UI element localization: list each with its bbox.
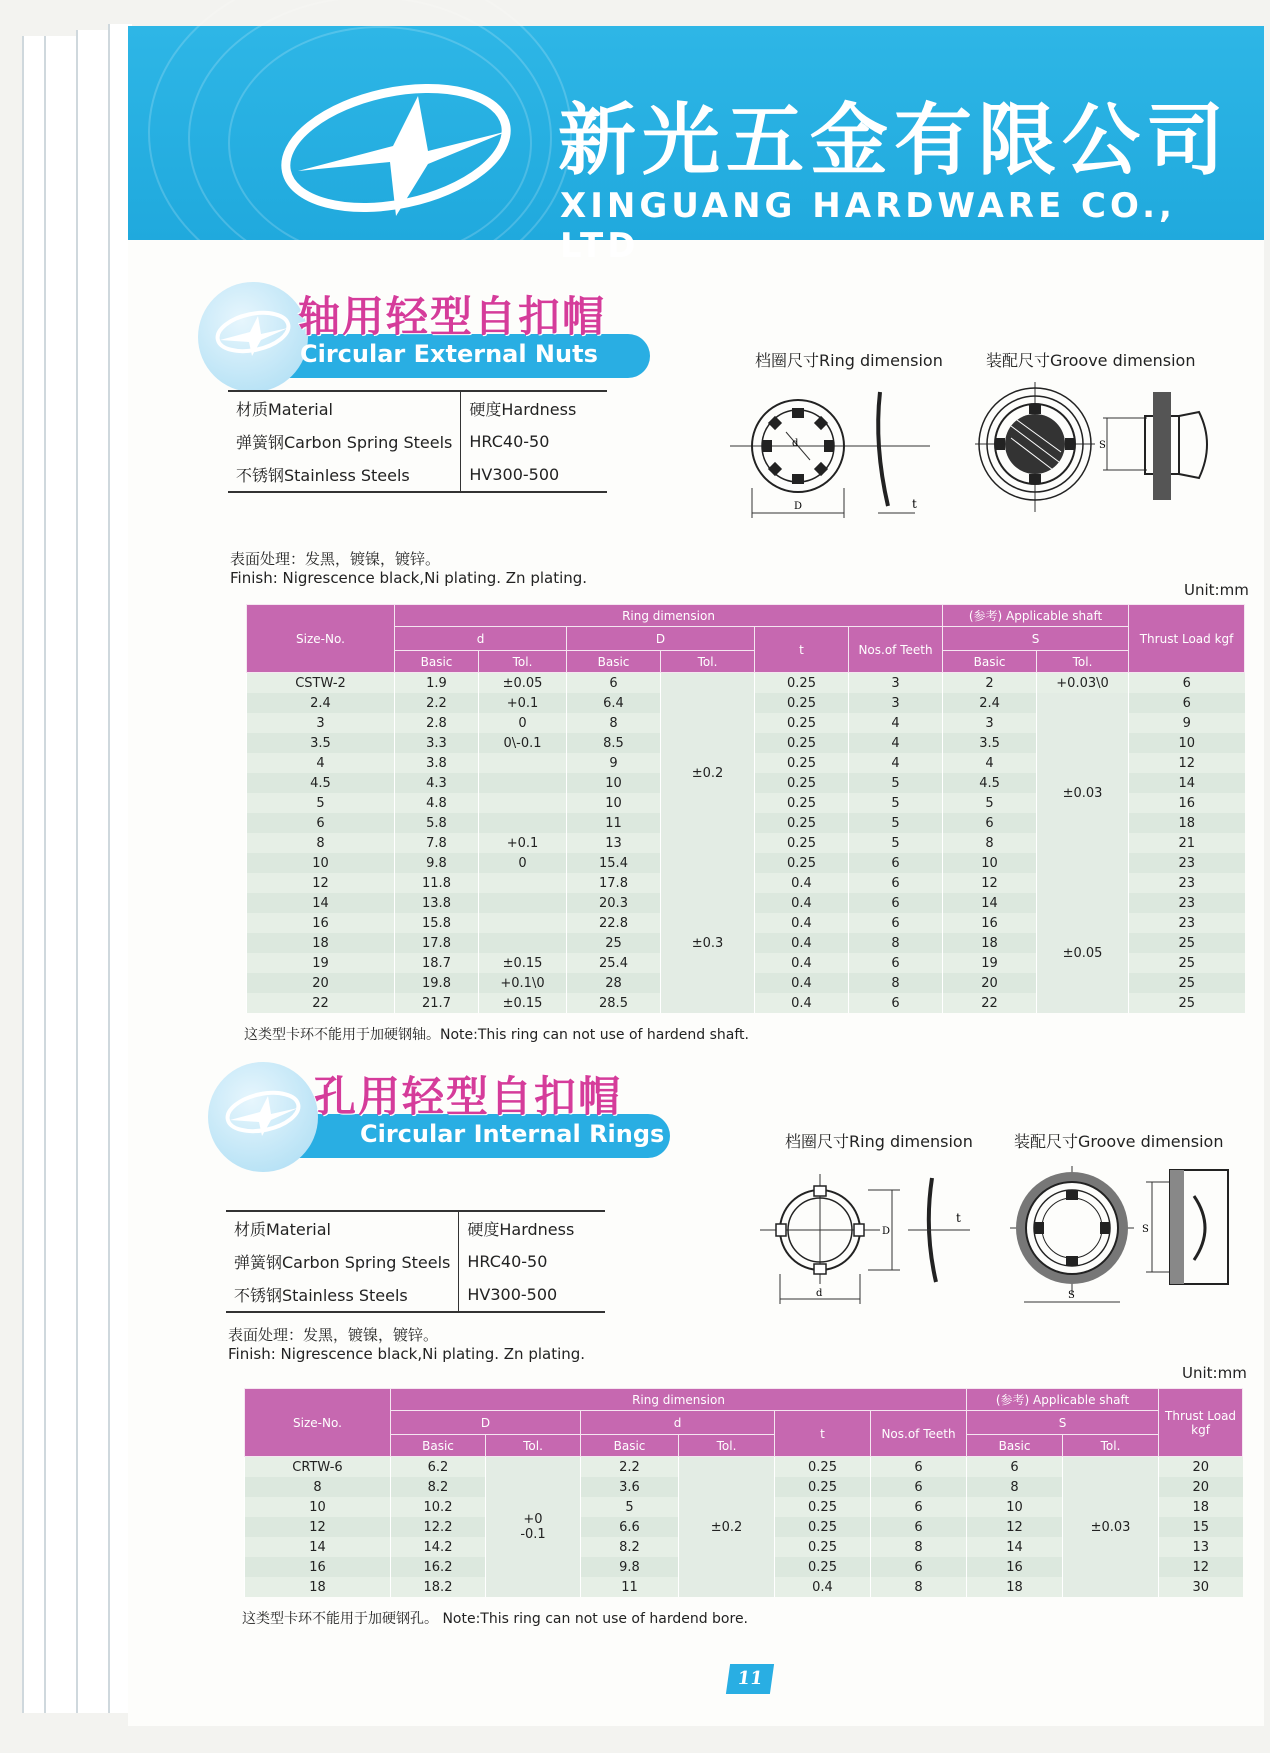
D-basic-cell: 20.3 bbox=[567, 893, 661, 913]
header-size: Size-No. bbox=[245, 1389, 391, 1457]
D-basic-cell: 28.5 bbox=[567, 993, 661, 1013]
size-cell: CSTW-2 bbox=[247, 673, 395, 694]
finish-cn: 表面处理：发黑，镀镍，镀锌。 bbox=[228, 1326, 439, 1344]
teeth-cell: 8 bbox=[871, 1537, 967, 1557]
S-basic-cell: 6 bbox=[943, 813, 1037, 833]
d-tol-cell bbox=[479, 793, 567, 813]
finish-cn: 表面处理：发黑，镀镍，镀锌。 bbox=[230, 550, 441, 568]
finish-en: Finish: Nigrescence black,Ni plating. Zn plating. bbox=[230, 569, 588, 587]
S-tol-cell: ±0.03 bbox=[1037, 693, 1129, 893]
page-edge bbox=[44, 36, 76, 1713]
D-tol-cell: +0 -0.1 bbox=[486, 1457, 581, 1598]
material-cell: 弹簧钢Carbon Spring Steels bbox=[226, 1245, 459, 1278]
d-basic-cell: 6.6 bbox=[581, 1517, 679, 1537]
logo-badge-icon bbox=[198, 282, 308, 392]
d-basic-cell: 8.2 bbox=[581, 1537, 679, 1557]
thrust-cell: 6 bbox=[1129, 693, 1245, 713]
D-basic-cell: 8.5 bbox=[567, 733, 661, 753]
size-cell: 14 bbox=[247, 893, 395, 913]
hardness-cell: HV300-500 bbox=[469, 465, 560, 484]
header-thrust-load: Thrust Load kgf bbox=[1159, 1389, 1243, 1457]
size-cell: 22 bbox=[247, 993, 395, 1013]
D-basic-cell: 14.2 bbox=[391, 1537, 486, 1557]
header-basic: Basic bbox=[391, 1435, 486, 1457]
S-basic-cell: 5 bbox=[943, 793, 1037, 813]
teeth-cell: 6 bbox=[871, 1557, 967, 1577]
size-cell: 4.5 bbox=[247, 773, 395, 793]
teeth-cell: 4 bbox=[849, 713, 943, 733]
size-cell: 2.4 bbox=[247, 693, 395, 713]
header-basic: Basic bbox=[581, 1435, 679, 1457]
thrust-cell: 18 bbox=[1129, 813, 1245, 833]
teeth-cell: 5 bbox=[849, 773, 943, 793]
t-label: t bbox=[956, 1211, 961, 1225]
size-cell: CRTW-6 bbox=[245, 1457, 391, 1478]
teeth-cell: 5 bbox=[849, 793, 943, 813]
page-header bbox=[128, 26, 1264, 266]
thrust-cell: 12 bbox=[1159, 1557, 1243, 1577]
t-cell: 0.4 bbox=[755, 893, 849, 913]
d-basic-cell: 21.7 bbox=[395, 993, 479, 1013]
size-cell: 12 bbox=[247, 873, 395, 893]
S-basic-cell: 12 bbox=[967, 1517, 1063, 1537]
S-basic-cell: 18 bbox=[943, 933, 1037, 953]
d-tol-cell: +0.1 bbox=[479, 833, 567, 853]
header-tol: Tol. bbox=[679, 1435, 775, 1457]
hardness-cell: HRC40-50 bbox=[469, 432, 550, 451]
thrust-cell: 12 bbox=[1129, 753, 1245, 773]
d-basic-cell: 9.8 bbox=[581, 1557, 679, 1577]
D-basic-cell: 9 bbox=[567, 753, 661, 773]
d-basic-cell: 1.9 bbox=[395, 673, 479, 694]
company-logo-icon bbox=[278, 76, 518, 226]
thrust-cell: 15 bbox=[1159, 1517, 1243, 1537]
S-basic-cell: 8 bbox=[943, 833, 1037, 853]
teeth-cell: 6 bbox=[871, 1497, 967, 1517]
S-tol-cell: ±0.03 bbox=[1063, 1457, 1159, 1598]
t-cell: 0.25 bbox=[755, 713, 849, 733]
finish-text bbox=[230, 550, 587, 588]
D-basic-cell: 25 bbox=[567, 933, 661, 953]
company-name-cn: 新光五金有限公司 bbox=[558, 95, 1231, 186]
D-label: D bbox=[794, 501, 803, 512]
S-basic-cell: 6 bbox=[967, 1457, 1063, 1478]
size-cell: 19 bbox=[247, 953, 395, 973]
thrust-cell: 25 bbox=[1129, 973, 1245, 993]
size-cell: 3.5 bbox=[247, 733, 395, 753]
S-basic-cell: 14 bbox=[943, 893, 1037, 913]
size-cell: 20 bbox=[247, 973, 395, 993]
d-basic-cell: 11 bbox=[581, 1577, 679, 1597]
header-ring-dimension: Ring dimension bbox=[395, 605, 943, 627]
external-nuts-table-body bbox=[247, 673, 1245, 1014]
header-basic: Basic bbox=[943, 651, 1037, 673]
t-cell: 0.4 bbox=[775, 1577, 871, 1597]
t-cell: 0.25 bbox=[755, 693, 849, 713]
section-banner bbox=[250, 1062, 670, 1172]
d-basic-cell: 2.8 bbox=[395, 713, 479, 733]
t-cell: 0.4 bbox=[755, 953, 849, 973]
header-t: t bbox=[775, 1411, 871, 1457]
company-name-en: XINGUANG HARDWARE CO., LTD bbox=[560, 186, 1176, 266]
t-cell: 0.4 bbox=[755, 873, 849, 893]
D-basic-cell: 8 bbox=[567, 713, 661, 733]
ring-dimension-drawing bbox=[730, 388, 960, 528]
t-cell: 0.25 bbox=[775, 1517, 871, 1537]
D-basic-cell: 22.8 bbox=[567, 913, 661, 933]
groove-dimension-label: 装配尺寸Groove dimension bbox=[986, 351, 1196, 370]
teeth-cell: 6 bbox=[849, 953, 943, 973]
header-tol: Tol. bbox=[479, 651, 567, 673]
thrust-cell: 23 bbox=[1129, 893, 1245, 913]
section-title-en: Circular Internal Rings bbox=[360, 1120, 665, 1148]
header-tol: Tol. bbox=[1063, 1435, 1159, 1457]
section-note: 这类型卡环不能用于加硬钢轴。Note:This ring can not use of hardend shaft. bbox=[244, 1027, 749, 1043]
teeth-cell: 3 bbox=[849, 673, 943, 694]
size-cell: 16 bbox=[245, 1557, 391, 1577]
t-cell: 0.25 bbox=[755, 853, 849, 873]
D-basic-cell: 12.2 bbox=[391, 1517, 486, 1537]
thrust-cell: 13 bbox=[1159, 1537, 1243, 1557]
t-cell: 0.25 bbox=[755, 753, 849, 773]
S-basic-cell: 16 bbox=[967, 1557, 1063, 1577]
internal-rings-table-body bbox=[245, 1457, 1243, 1598]
teeth-cell: 4 bbox=[849, 753, 943, 773]
size-cell: 4 bbox=[247, 753, 395, 773]
header-t: t bbox=[755, 627, 849, 673]
page-edge bbox=[76, 30, 108, 1713]
size-cell: 10 bbox=[247, 853, 395, 873]
S-tol-cell: +0.03\0 bbox=[1037, 673, 1129, 694]
t-cell: 0.25 bbox=[775, 1537, 871, 1557]
teeth-cell: 6 bbox=[871, 1517, 967, 1537]
header-S: S bbox=[967, 1411, 1159, 1435]
t-cell: 0.4 bbox=[755, 933, 849, 953]
D-basic-cell: 17.8 bbox=[567, 873, 661, 893]
thrust-cell: 20 bbox=[1159, 1457, 1243, 1478]
t-cell: 0.25 bbox=[755, 793, 849, 813]
section-title-en: Circular External Nuts bbox=[300, 340, 598, 368]
d-label: d bbox=[816, 1288, 823, 1299]
t-label: t bbox=[912, 497, 917, 511]
header-basic: Basic bbox=[567, 651, 661, 673]
d-basic-cell: 18.7 bbox=[395, 953, 479, 973]
header-D: D bbox=[567, 627, 755, 651]
S-basic-cell: 22 bbox=[943, 993, 1037, 1013]
size-cell: 8 bbox=[245, 1477, 391, 1497]
header-size: Size-No. bbox=[247, 605, 395, 673]
material-table bbox=[226, 1210, 605, 1313]
size-cell: 8 bbox=[247, 833, 395, 853]
D-basic-cell: 10.2 bbox=[391, 1497, 486, 1517]
D-basic-cell: 8.2 bbox=[391, 1477, 486, 1497]
table-row bbox=[247, 673, 1245, 694]
d-tol-cell: ±0.15 bbox=[479, 953, 567, 973]
thrust-cell: 25 bbox=[1129, 933, 1245, 953]
D-basic-cell: 6 bbox=[567, 673, 661, 694]
header-thrust-load: Thrust Load kgf bbox=[1129, 605, 1245, 673]
t-cell: 0.25 bbox=[775, 1457, 871, 1478]
thrust-cell: 6 bbox=[1129, 673, 1245, 694]
internal-rings-table bbox=[244, 1388, 1243, 1597]
S-basic-cell: 8 bbox=[967, 1477, 1063, 1497]
size-cell: 10 bbox=[245, 1497, 391, 1517]
D-tol-cell: ±0.2 bbox=[661, 673, 755, 874]
thrust-cell: 25 bbox=[1129, 953, 1245, 973]
groove-dimension-label: 装配尺寸Groove dimension bbox=[1014, 1132, 1224, 1151]
d-tol-cell bbox=[479, 813, 567, 833]
material-cell: 不锈钢Stainless Steels bbox=[226, 1278, 459, 1312]
external-nuts-table bbox=[246, 604, 1245, 1013]
size-cell: 3 bbox=[247, 713, 395, 733]
section-note: 这类型卡环不能用于加硬钢孔。 Note:This ring can not use of hardend bore. bbox=[242, 1611, 749, 1627]
S-basic-cell: 12 bbox=[943, 873, 1037, 893]
thrust-cell: 9 bbox=[1129, 713, 1245, 733]
thrust-cell: 20 bbox=[1159, 1477, 1243, 1497]
thrust-cell: 16 bbox=[1129, 793, 1245, 813]
D-basic-cell: 10 bbox=[567, 773, 661, 793]
header-S: S bbox=[943, 627, 1129, 651]
D-basic-cell: 28 bbox=[567, 973, 661, 993]
S-basic-cell: 14 bbox=[967, 1537, 1063, 1557]
D-basic-cell: 25.4 bbox=[567, 953, 661, 973]
hardness-header: 硬度Hardness bbox=[467, 1220, 575, 1239]
header-applicable-shaft: (参考) Applicable shaft bbox=[967, 1389, 1159, 1411]
S-basic-cell: 10 bbox=[967, 1497, 1063, 1517]
S-basic-cell: 19 bbox=[943, 953, 1037, 973]
d-tol-cell bbox=[479, 933, 567, 953]
d-tol-cell bbox=[479, 873, 567, 893]
d-basic-cell: 2.2 bbox=[581, 1457, 679, 1478]
S-label: S bbox=[1099, 440, 1106, 451]
finish-text bbox=[228, 1326, 585, 1364]
page-number: 11 bbox=[726, 1664, 774, 1694]
d-basic-cell: 13.8 bbox=[395, 893, 479, 913]
header-ring-dimension: Ring dimension bbox=[391, 1389, 967, 1411]
finish-en: Finish: Nigrescence black,Ni plating. Zn plating. bbox=[228, 1345, 586, 1363]
d-basic-cell: 11.8 bbox=[395, 873, 479, 893]
thrust-cell: 23 bbox=[1129, 853, 1245, 873]
teeth-cell: 5 bbox=[849, 813, 943, 833]
D-basic-cell: 13 bbox=[567, 833, 661, 853]
d-tol-cell bbox=[479, 893, 567, 913]
material-header: 材质Material bbox=[228, 391, 461, 425]
d-basic-cell: 9.8 bbox=[395, 853, 479, 873]
teeth-cell: 3 bbox=[849, 693, 943, 713]
d-tol-cell: ±0.15 bbox=[479, 993, 567, 1013]
S-basic-cell: 3 bbox=[943, 713, 1037, 733]
d-basic-cell: 5 bbox=[581, 1497, 679, 1517]
teeth-cell: 6 bbox=[871, 1477, 967, 1497]
teeth-cell: 8 bbox=[849, 973, 943, 993]
D-basic-cell: 11 bbox=[567, 813, 661, 833]
S-basic-cell: 10 bbox=[943, 853, 1037, 873]
ring-dimension-label: 档圈尺寸Ring dimension bbox=[755, 351, 943, 370]
header-tol: Tol. bbox=[1037, 651, 1129, 673]
teeth-cell: 6 bbox=[849, 893, 943, 913]
d-tol-cell: 0\-0.1 bbox=[479, 733, 567, 753]
header-teeth: Nos.of Teeth bbox=[871, 1411, 967, 1457]
material-table bbox=[228, 390, 607, 493]
header-tol: Tol. bbox=[486, 1435, 581, 1457]
d-basic-cell: 19.8 bbox=[395, 973, 479, 993]
hardness-cell: HV300-500 bbox=[467, 1285, 558, 1304]
t-cell: 0.25 bbox=[755, 773, 849, 793]
header-basic: Basic bbox=[967, 1435, 1063, 1457]
t-cell: 0.4 bbox=[755, 913, 849, 933]
material-header: 材质Material bbox=[226, 1211, 459, 1245]
section-internal-rings bbox=[228, 1062, 1250, 1642]
teeth-cell: 4 bbox=[849, 733, 943, 753]
size-cell: 14 bbox=[245, 1537, 391, 1557]
d-tol-cell bbox=[479, 753, 567, 773]
size-cell: 18 bbox=[245, 1577, 391, 1597]
t-cell: 0.25 bbox=[755, 673, 849, 694]
page-edge bbox=[22, 36, 44, 1713]
d-tol-cell bbox=[479, 773, 567, 793]
d-tol-cell: +0.1 bbox=[479, 693, 567, 713]
hardness-header: 硬度Hardness bbox=[469, 400, 577, 419]
d-tol-cell: ±0.2 bbox=[679, 1457, 775, 1598]
header-d: d bbox=[395, 627, 567, 651]
logo-badge-icon bbox=[208, 1062, 318, 1172]
section-external-nuts bbox=[230, 282, 1250, 1043]
section-banner bbox=[240, 282, 660, 392]
ring-dimension-label: 档圈尺寸Ring dimension bbox=[785, 1132, 973, 1151]
thrust-cell: 10 bbox=[1129, 733, 1245, 753]
S-basic-cell: 3.5 bbox=[943, 733, 1037, 753]
t-cell: 0.4 bbox=[755, 993, 849, 1013]
unit-label: Unit:mm bbox=[1184, 581, 1249, 599]
d-basic-cell: 2.2 bbox=[395, 693, 479, 713]
d-label: d bbox=[792, 438, 799, 449]
t-cell: 0.4 bbox=[755, 973, 849, 993]
size-cell: 16 bbox=[247, 913, 395, 933]
size-cell: 18 bbox=[247, 933, 395, 953]
t-cell: 0.25 bbox=[755, 833, 849, 853]
material-cell: 弹簧钢Carbon Spring Steels bbox=[228, 425, 461, 458]
S-basic-cell: 18 bbox=[967, 1577, 1063, 1597]
thrust-cell: 25 bbox=[1129, 993, 1245, 1013]
groove-dimension-drawing bbox=[975, 382, 1235, 522]
d-basic-cell: 5.8 bbox=[395, 813, 479, 833]
section-title-cn: 孔用轻型自扣帽 bbox=[314, 1072, 623, 1121]
D-basic-cell: 15.4 bbox=[567, 853, 661, 873]
S-label: S bbox=[1142, 1224, 1149, 1235]
D-basic-cell: 6.2 bbox=[391, 1457, 486, 1478]
thrust-cell: 30 bbox=[1159, 1577, 1243, 1597]
thrust-cell: 14 bbox=[1129, 773, 1245, 793]
t-cell: 0.25 bbox=[775, 1477, 871, 1497]
teeth-cell: 6 bbox=[849, 873, 943, 893]
D-basic-cell: 6.4 bbox=[567, 693, 661, 713]
header-applicable-shaft: (参考) Applicable shaft bbox=[943, 605, 1129, 627]
hardness-cell: HRC40-50 bbox=[467, 1252, 548, 1271]
d-basic-cell: 3.6 bbox=[581, 1477, 679, 1497]
teeth-cell: 5 bbox=[849, 833, 943, 853]
d-tol-cell bbox=[479, 913, 567, 933]
S-basic-cell: 4 bbox=[943, 753, 1037, 773]
d-tol-cell: 0 bbox=[479, 853, 567, 873]
D-basic-cell: 16.2 bbox=[391, 1557, 486, 1577]
t-cell: 0.25 bbox=[775, 1557, 871, 1577]
t-cell: 0.25 bbox=[755, 813, 849, 833]
d-basic-cell: 3.3 bbox=[395, 733, 479, 753]
header-teeth: Nos.of Teeth bbox=[849, 627, 943, 673]
S-tol-cell: ±0.05 bbox=[1037, 893, 1129, 1013]
t-cell: 0.25 bbox=[775, 1497, 871, 1517]
D-label: D bbox=[882, 1226, 891, 1237]
teeth-cell: 6 bbox=[849, 993, 943, 1013]
d-basic-cell: 3.8 bbox=[395, 753, 479, 773]
size-cell: 5 bbox=[247, 793, 395, 813]
S-basic-cell: 2 bbox=[943, 673, 1037, 694]
d-basic-cell: 7.8 bbox=[395, 833, 479, 853]
ring-dimension-drawing bbox=[760, 1174, 990, 1314]
t-cell: 0.25 bbox=[755, 733, 849, 753]
S-basic-cell: 16 bbox=[943, 913, 1037, 933]
d-basic-cell: 17.8 bbox=[395, 933, 479, 953]
section-title-cn: 轴用轻型自扣帽 bbox=[298, 292, 607, 341]
d-tol-cell: 0 bbox=[479, 713, 567, 733]
teeth-cell: 8 bbox=[871, 1577, 967, 1597]
teeth-cell: 6 bbox=[849, 913, 943, 933]
size-cell: 6 bbox=[247, 813, 395, 833]
S-label: S bbox=[1068, 1290, 1075, 1301]
teeth-cell: 6 bbox=[849, 853, 943, 873]
S-basic-cell: 2.4 bbox=[943, 693, 1037, 713]
thrust-cell: 23 bbox=[1129, 913, 1245, 933]
size-cell: 12 bbox=[245, 1517, 391, 1537]
teeth-cell: 6 bbox=[871, 1457, 967, 1478]
d-basic-cell: 4.3 bbox=[395, 773, 479, 793]
thrust-cell: 18 bbox=[1159, 1497, 1243, 1517]
D-tol-cell: ±0.3 bbox=[661, 873, 755, 1013]
teeth-cell: 8 bbox=[849, 933, 943, 953]
header-tol: Tol. bbox=[661, 651, 755, 673]
D-basic-cell: 18.2 bbox=[391, 1577, 486, 1597]
thrust-cell: 21 bbox=[1129, 833, 1245, 853]
unit-label: Unit:mm bbox=[1182, 1364, 1247, 1382]
groove-dimension-drawing bbox=[1010, 1166, 1270, 1316]
d-tol-cell: +0.1\0 bbox=[479, 973, 567, 993]
S-basic-cell: 20 bbox=[943, 973, 1037, 993]
header-D: D bbox=[391, 1411, 581, 1435]
d-basic-cell: 4.8 bbox=[395, 793, 479, 813]
thrust-cell: 23 bbox=[1129, 873, 1245, 893]
header-basic: Basic bbox=[395, 651, 479, 673]
d-tol-cell: ±0.05 bbox=[479, 673, 567, 694]
header-d: d bbox=[581, 1411, 775, 1435]
material-cell: 不锈钢Stainless Steels bbox=[228, 458, 461, 492]
d-basic-cell: 15.8 bbox=[395, 913, 479, 933]
S-basic-cell: 4.5 bbox=[943, 773, 1037, 793]
table-row bbox=[245, 1457, 1243, 1478]
D-basic-cell: 10 bbox=[567, 793, 661, 813]
